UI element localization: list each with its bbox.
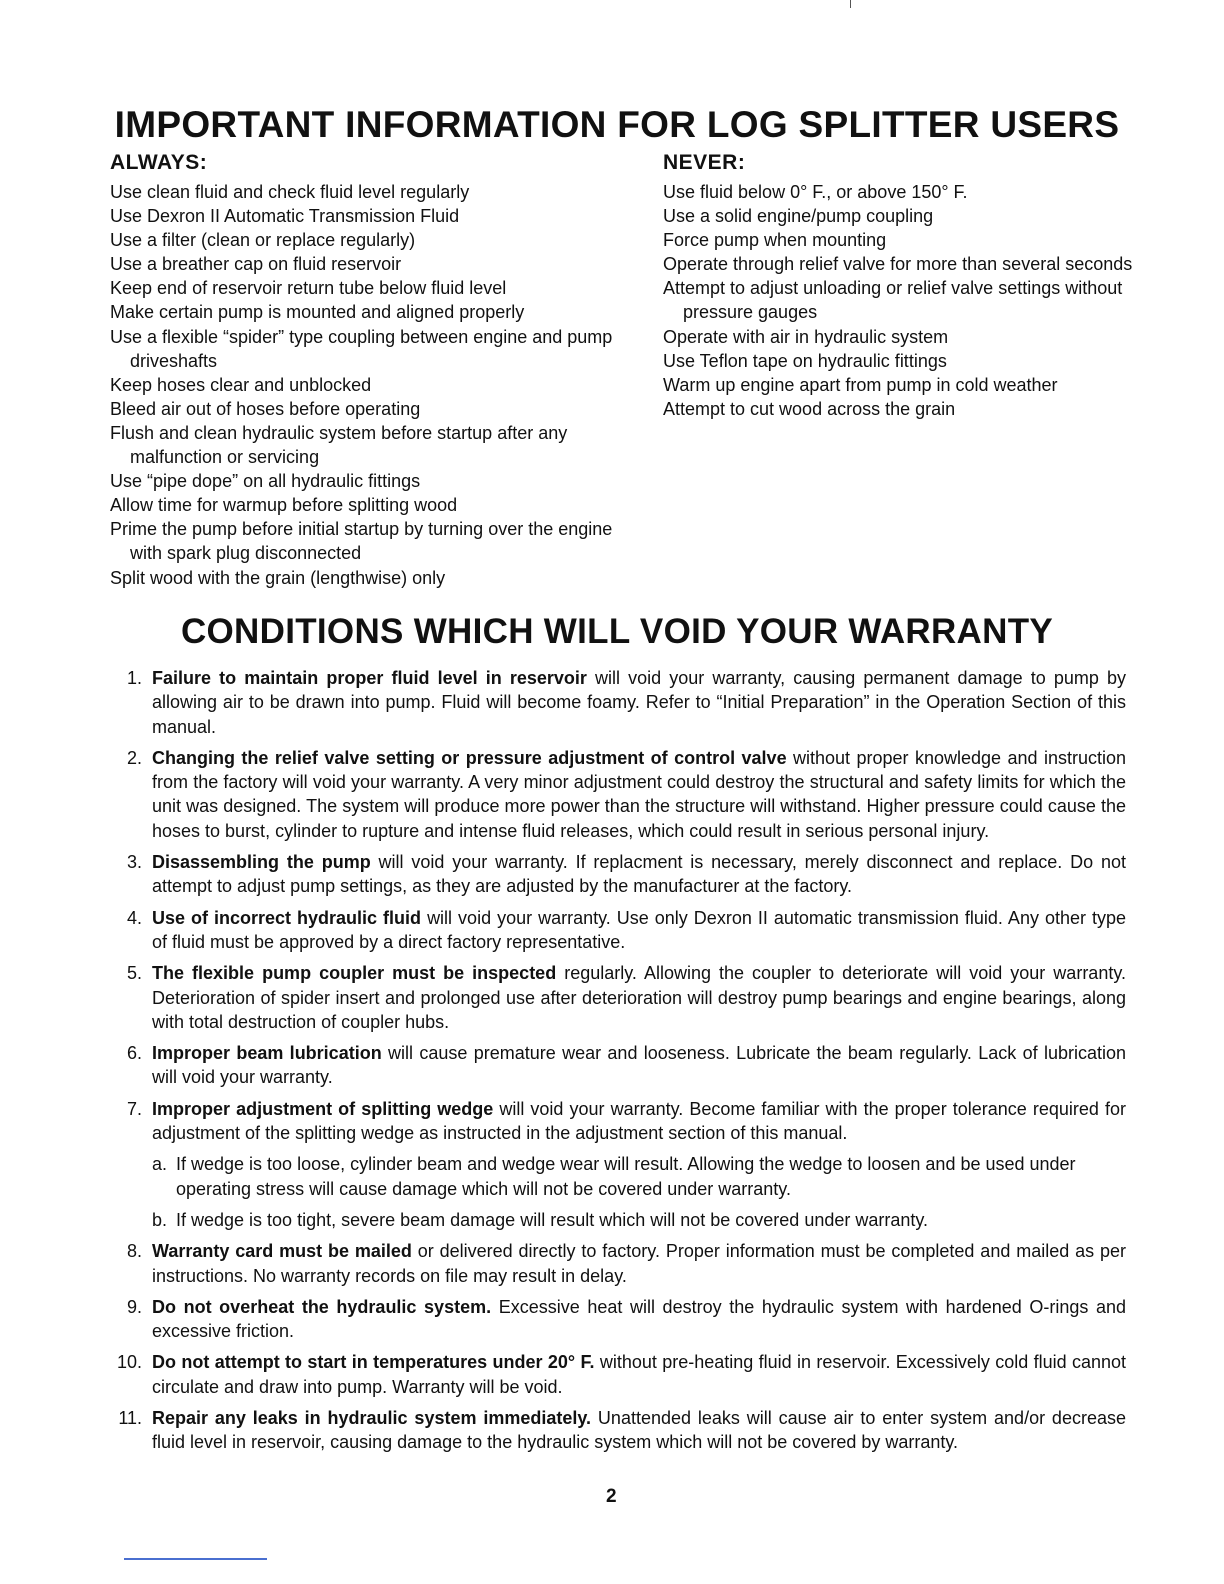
never-item: Attempt to cut wood across the grain	[663, 398, 956, 419]
never-heading: NEVER:	[663, 151, 746, 174]
always-item: Use a flexible “spider” type coupling between engine and pump driveshafts	[110, 326, 613, 371]
condition-number: 9.	[126, 1296, 142, 1317]
always-item: Use Dexron II Automatic Transmission Fluid	[110, 206, 460, 227]
always-item: Use “pipe dope” on all hydraulic fittings	[110, 471, 421, 492]
main-title: IMPORTANT INFORMATION FOR LOG SPLITTER USERS	[114, 104, 1120, 145]
condition-number: 1.	[126, 668, 142, 688]
always-list	[110, 180, 630, 590]
condition-text: regularly. Allowing the coupler to deteriorate will void your warranty. Deterioration of spider insert and prolonged use after deterioration will destroy pump bearings and engine bearings, along with total destruction of coupler hubs.	[152, 963, 1126, 1032]
condition-number: 2.	[126, 747, 142, 768]
warranty-condition	[110, 1350, 1126, 1399]
scan-mark	[850, 0, 851, 8]
warranty-condition	[110, 961, 1126, 1034]
warranty-condition	[110, 1097, 1126, 1146]
always-column	[110, 150, 630, 590]
warranty-title: CONDITIONS WHICH WILL VOID YOUR WARRANTY	[180, 612, 1054, 651]
always-item: Use clean fluid and check fluid level regularly	[110, 182, 470, 202]
warranty-condition	[110, 1239, 1126, 1288]
never-item: Operate through relief valve for more than several seconds	[663, 254, 1133, 275]
warranty-condition	[110, 906, 1126, 955]
warranty-condition	[110, 1406, 1126, 1455]
always-item: Bleed air out of hoses before operating	[110, 398, 421, 419]
condition-emphasis: The flexible pump coupler must be inspected	[152, 963, 557, 984]
condition-number: 6.	[126, 1043, 142, 1064]
condition-emphasis: Use of incorrect hydraulic fluid	[152, 907, 422, 928]
never-item: Warm up engine apart from pump in cold weather	[663, 374, 1058, 395]
never-column	[663, 150, 1143, 421]
condition-number: 3.	[126, 852, 142, 873]
wedge-sub-condition	[110, 1152, 1126, 1201]
always-item: Keep hoses clear and unblocked	[110, 374, 372, 395]
condition-emphasis: Do not overheat the hydraulic system.	[152, 1296, 492, 1317]
wedge-sub-condition	[110, 1208, 1126, 1232]
condition-emphasis: Repair any leaks in hydraulic system immediately.	[152, 1408, 592, 1429]
condition-text: without proper knowledge and instruction from the factory will void your warranty. A very minor adjustment could destroy the structural and safety limits for which the unit was designed. The system will produce more power than the structure will withstand. Higher pressure could cause the hoses to burst, cylinder to rupture and intense fluid releases, which could result in serious personal injury.	[152, 747, 1126, 841]
condition-text: will void your warranty. Become familiar with the proper tolerance required for adjustment of the splitting wedge as instructed in the adjustment section of this manual.	[152, 1098, 1126, 1144]
condition-text: will void your warranty. Use only Dexron II automatic transmission fluid. Any other type of fluid must be approved by a direct factory representative.	[152, 907, 1127, 952]
condition-number: 11.	[118, 1408, 142, 1429]
warranty-condition	[110, 1295, 1126, 1344]
always-item: Make certain pump is mounted and aligned properly	[110, 302, 525, 323]
sub-condition-letter: a.	[152, 1154, 168, 1175]
footer-rule	[124, 1558, 267, 1560]
never-item: Use Teflon tape on hydraulic fittings	[663, 350, 947, 371]
always-item: Use a breather cap on fluid reservoir	[110, 254, 402, 275]
sub-condition-text: If wedge is too tight, severe beam damage will result which will not be covered under warranty.	[176, 1209, 929, 1230]
sub-condition-letter: b.	[152, 1209, 168, 1230]
condition-text: Excessive heat will destroy the hydraulic system with hardened O-rings and excessive friction.	[152, 1296, 1126, 1342]
never-list	[663, 180, 1143, 421]
always-heading: ALWAYS:	[110, 151, 208, 174]
always-item: Keep end of reservoir return tube below fluid level	[110, 278, 507, 299]
condition-emphasis: Improper beam lubrication	[152, 1043, 382, 1064]
always-item: Flush and clean hydraulic system before startup after any malfunction or servicing	[110, 422, 568, 468]
always-item: Use a filter (clean or replace regularly)	[110, 230, 416, 251]
condition-emphasis: Disassembling the pump	[152, 852, 371, 873]
condition-text: will void your warranty. If replacment is necessary, merely disconnect and replace. Do not attempt to adjust pump settings, as they are adjusted by the manufacturer at the factory.	[152, 852, 1126, 897]
never-item: Force pump when mounting	[663, 230, 887, 251]
condition-text: will cause premature wear and looseness. Lubricate the beam regularly. Lack of lubrication will void your warranty.	[152, 1043, 1126, 1088]
condition-number: 5.	[126, 963, 142, 984]
condition-text: without pre-heating fluid in reservoir. Excessively cold fluid cannot circulate and draw into pump. Warranty will be void.	[152, 1352, 1126, 1397]
always-item: Allow time for warmup before splitting wood	[110, 495, 458, 516]
warranty-conditions	[110, 666, 1126, 1462]
always-item: Prime the pump before initial startup by turning over the engine with spark plug disconnected	[110, 519, 613, 564]
condition-number: 8.	[126, 1241, 142, 1262]
condition-number: 7.	[126, 1098, 142, 1119]
always-item: Split wood with the grain (lengthwise) only	[110, 567, 446, 588]
condition-emphasis: Do not attempt to start in temperatures under 20° F.	[152, 1352, 595, 1373]
warranty-condition	[110, 666, 1126, 739]
condition-emphasis: Improper adjustment of splitting wedge	[152, 1098, 494, 1119]
never-item: Attempt to adjust unloading or relief valve settings without pressure gauges	[663, 278, 1123, 323]
condition-emphasis: Failure to maintain proper fluid level in reservoir	[152, 668, 587, 688]
sub-condition-text: If wedge is too loose, cylinder beam and wedge wear will result. Allowing the wedge to loosen and be used under operating stress will cause damage which will not be covered under warranty.	[176, 1154, 1076, 1199]
condition-number: 10.	[116, 1352, 142, 1373]
never-item: Operate with air in hydraulic system	[663, 326, 949, 347]
warranty-condition	[110, 1041, 1126, 1090]
page-number: 2	[606, 1486, 617, 1507]
warranty-condition	[110, 850, 1126, 899]
condition-emphasis: Warranty card must be mailed	[152, 1241, 412, 1262]
condition-text: or delivered directly to factory. Proper information must be completed and mailed as per instructions. No warranty records on file may result in delay.	[152, 1241, 1126, 1286]
condition-text: Unattended leaks will cause air to enter system and/or decrease fluid level in reservoir, causing damage to the hydraulic system which will not be covered by warranty.	[152, 1408, 1126, 1453]
never-item: Use a solid engine/pump coupling	[663, 206, 934, 227]
condition-text: will void your warranty, causing permanent damage to pump by allowing air to be drawn into pump. Fluid will become foamy. Refer to “Initial Preparation” in the Operation Section of this manual.	[152, 668, 1126, 737]
warranty-condition	[110, 746, 1126, 843]
condition-emphasis: Changing the relief valve setting or pressure adjustment of control valve	[152, 747, 787, 768]
condition-number: 4.	[126, 907, 142, 928]
never-item: Use fluid below 0° F., or above 150° F.	[663, 182, 968, 202]
